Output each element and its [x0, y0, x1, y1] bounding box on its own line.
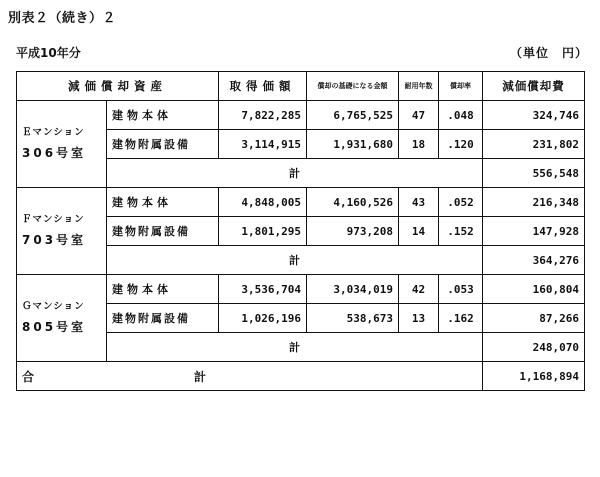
header-acquisition: 取得価額	[219, 72, 307, 101]
depreciation-value: 160,804	[483, 275, 585, 304]
year-label: 平成10年分	[16, 46, 81, 60]
rate-value: .052	[439, 188, 483, 217]
property-room: 703号室	[22, 233, 87, 248]
rate-value: .048	[439, 101, 483, 130]
property-name: Ｆマンション	[22, 213, 85, 225]
acquisition-value: 4,848,005	[219, 188, 307, 217]
asset-item: 建物本体	[107, 101, 219, 130]
acquisition-value: 3,536,704	[219, 275, 307, 304]
acquisition-value: 1,801,295	[219, 217, 307, 246]
document-heading: 別表２（続き）２	[8, 11, 117, 26]
header-rate: 償却率	[439, 72, 483, 101]
acquisition-value: 7,822,285	[219, 101, 307, 130]
depreciation-value: 87,266	[483, 304, 585, 333]
life-value: 13	[399, 304, 439, 333]
subtotal-label: 計	[107, 246, 483, 275]
header-life: 耐用年数	[399, 72, 439, 101]
subtotal-value: 556,548	[483, 159, 585, 188]
depreciation-table	[16, 71, 585, 391]
rate-value: .120	[439, 130, 483, 159]
subtotal-label: 計	[107, 333, 483, 362]
property-group-e	[17, 101, 107, 188]
header-asset: 減価償却資産	[17, 72, 219, 101]
header-basis: 償却の基礎になる金額	[307, 72, 399, 101]
depreciation-value: 324,746	[483, 101, 585, 130]
property-name: Ｇマンション	[22, 300, 85, 312]
basis-value: 6,765,525	[307, 101, 399, 130]
life-value: 14	[399, 217, 439, 246]
grand-total-row	[17, 362, 585, 391]
subtotal-value: 364,276	[483, 246, 585, 275]
basis-value: 973,208	[307, 217, 399, 246]
header-depreciation: 減価償却費	[483, 72, 585, 101]
depreciation-value: 216,348	[483, 188, 585, 217]
acquisition-value: 1,026,196	[219, 304, 307, 333]
rate-value: .053	[439, 275, 483, 304]
basis-value: 538,673	[307, 304, 399, 333]
table-row	[17, 188, 585, 217]
basis-value: 1,931,680	[307, 130, 399, 159]
subtotal-value: 248,070	[483, 333, 585, 362]
header-row	[17, 72, 585, 101]
asset-item: 建物附属設備	[107, 217, 219, 246]
asset-item: 建物本体	[107, 188, 219, 217]
table-row	[17, 275, 585, 304]
depreciation-value: 147,928	[483, 217, 585, 246]
property-room: 805号室	[22, 320, 87, 335]
grand-total-value: 1,168,894	[483, 362, 585, 391]
subtotal-label: 計	[107, 159, 483, 188]
table-row	[17, 101, 585, 130]
basis-value: 3,034,019	[307, 275, 399, 304]
basis-value: 4,160,526	[307, 188, 399, 217]
grand-total-label-right: 計	[194, 369, 207, 384]
rate-value: .152	[439, 217, 483, 246]
life-value: 42	[399, 275, 439, 304]
grand-total-label-left: 合	[22, 369, 35, 384]
grand-total-label	[17, 362, 483, 391]
rate-value: .162	[439, 304, 483, 333]
unit-label: （単位 円）	[509, 46, 588, 60]
depreciation-value: 231,802	[483, 130, 585, 159]
asset-item: 建物附属設備	[107, 130, 219, 159]
property-room: 306号室	[22, 146, 87, 161]
life-value: 47	[399, 101, 439, 130]
property-group-g	[17, 275, 107, 362]
life-value: 43	[399, 188, 439, 217]
property-group-f	[17, 188, 107, 275]
property-name: Ｅマンション	[22, 126, 85, 138]
life-value: 18	[399, 130, 439, 159]
acquisition-value: 3,114,915	[219, 130, 307, 159]
asset-item: 建物附属設備	[107, 304, 219, 333]
asset-item: 建物本体	[107, 275, 219, 304]
